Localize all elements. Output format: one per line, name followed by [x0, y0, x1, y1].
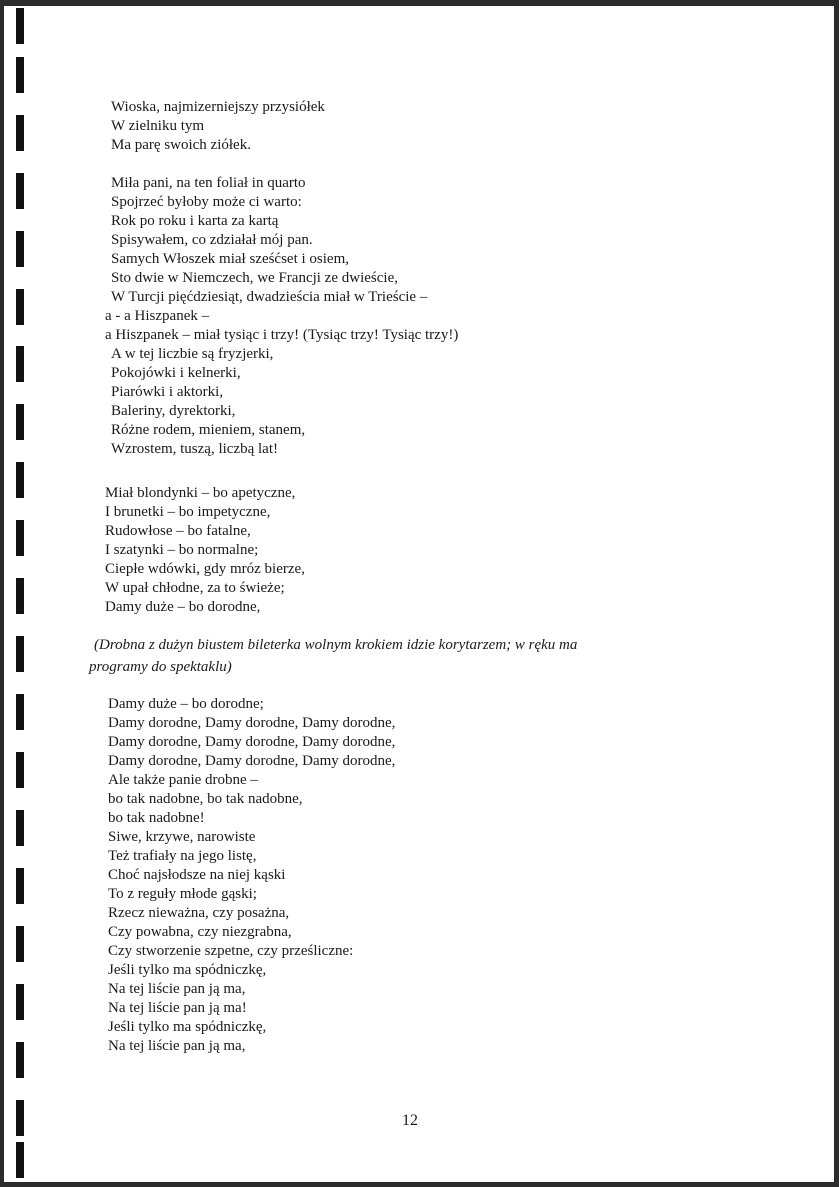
- verse-line: Rudowłose – bo fatalne,: [105, 523, 251, 539]
- binding-hole: [16, 462, 24, 498]
- verse-line: Piarówki i aktorki,: [111, 384, 224, 400]
- verse-line: Damy dorodne, Damy dorodne, Damy dorodne,: [108, 753, 396, 769]
- verse-line: Jeśli tylko ma spódniczkę,: [108, 962, 267, 978]
- page-number: 12: [402, 1112, 418, 1129]
- verse-line: a Hiszpanek – miał tysiąc i trzy! (Tysiąc trzy! Tysiąc trzy!): [105, 327, 459, 343]
- binding-hole: [16, 346, 24, 382]
- verse-line: Na tej liście pan ją ma,: [108, 1038, 246, 1054]
- binding-hole: [16, 868, 24, 904]
- binding-hole: [16, 115, 24, 151]
- verse-line: Damy duże – bo dorodne;: [108, 696, 264, 712]
- stanza-2: [105, 174, 459, 459]
- verse-line: Damy dorodne, Damy dorodne, Damy dorodne,: [108, 734, 396, 750]
- verse-line: Sto dwie w Niemczech, we Francji ze dwieście,: [111, 270, 398, 286]
- verse-line: Wzrostem, tuszą, liczbą lat!: [111, 441, 279, 457]
- binding-holes: [16, 6, 28, 1182]
- binding-hole: [16, 1142, 24, 1178]
- document-page: [4, 6, 834, 1182]
- verse-line: W upał chłodne, za to świeże;: [105, 580, 285, 596]
- stanza-4: [108, 695, 395, 1056]
- verse-line: Rzecz nieważna, czy posażna,: [108, 905, 290, 921]
- verse-line: Ale także panie drobne –: [108, 772, 258, 788]
- verse-line: Na tej liście pan ją ma!: [108, 1000, 247, 1016]
- binding-hole: [16, 984, 24, 1020]
- binding-hole: [16, 636, 24, 672]
- verse-line: Rok po roku i karta za kartą: [111, 213, 279, 229]
- verse-line: To z reguły młode gąski;: [108, 886, 257, 902]
- verse-line: Siwe, krzywe, narowiste: [108, 829, 256, 845]
- verse-line: Na tej liście pan ją ma,: [108, 981, 246, 997]
- binding-hole: [16, 1042, 24, 1078]
- verse-line: bo tak nadobne!: [108, 810, 205, 826]
- verse-line: A w tej liczbie są fryzjerki,: [111, 346, 274, 362]
- binding-hole: [16, 173, 24, 209]
- verse-line: Jeśli tylko ma spódniczkę,: [108, 1019, 267, 1035]
- verse-line: Różne rodem, mieniem, stanem,: [111, 422, 306, 438]
- verse-line: Czy powabna, czy niezgrabna,: [108, 924, 292, 940]
- verse-line: W zielniku tym: [111, 118, 205, 134]
- verse-line: Spisywałem, co zdziałał mój pan.: [111, 232, 313, 248]
- verse-line: Czy stworzenie szpetne, czy prześliczne:: [108, 943, 354, 959]
- verse-line: a - a Hiszpanek –: [105, 308, 210, 324]
- verse-line: Choć najsłodsze na niej kąski: [108, 867, 286, 883]
- verse-line: Pokojówki i kelnerki,: [111, 365, 241, 381]
- binding-hole: [16, 926, 24, 962]
- binding-hole: [16, 231, 24, 267]
- verse-line: Damy dorodne, Damy dorodne, Damy dorodne,: [108, 715, 396, 731]
- verse-line: I brunetki – bo impetyczne,: [105, 504, 271, 520]
- verse-line: Baleriny, dyrektorki,: [111, 403, 236, 419]
- verse-line: Ciepłe wdówki, gdy mróz bierze,: [105, 561, 305, 577]
- verse-line: W Turcji pięćdziesiąt, dwadzieścia miał w Trieście –: [111, 289, 428, 305]
- binding-hole: [16, 810, 24, 846]
- binding-hole: [16, 578, 24, 614]
- binding-hole: [16, 8, 24, 44]
- verse-line: Samych Włoszek miał sześćset i osiem,: [111, 251, 350, 267]
- stage-direction-line: (Drobna z dużyn biustem bileterka wolnym krokiem idzie korytarzem; w ręku ma: [94, 637, 578, 653]
- verse-line: Spojrzeć byłoby może ci warto:: [111, 194, 302, 210]
- stanza-1: [111, 98, 325, 155]
- binding-hole: [16, 57, 24, 93]
- verse-line: Miał blondynki – bo apetyczne,: [105, 485, 296, 501]
- binding-hole: [16, 1100, 24, 1136]
- stage-direction-line: programy do spektaklu): [89, 659, 232, 675]
- verse-line: Też trafiały na jego listę,: [108, 848, 257, 864]
- binding-hole: [16, 752, 24, 788]
- verse-line: I szatynki – bo normalne;: [105, 542, 259, 558]
- stanza-3: [105, 484, 305, 617]
- binding-hole: [16, 289, 24, 325]
- verse-line: Wioska, najmizerniejszy przysiółek: [111, 99, 325, 115]
- stage-direction: [89, 634, 732, 678]
- verse-line: Ma parę swoich ziółek.: [111, 137, 251, 153]
- verse-line: Miła pani, na ten foliał in quarto: [111, 175, 306, 191]
- verse-line: bo tak nadobne, bo tak nadobne,: [108, 791, 303, 807]
- binding-hole: [16, 520, 24, 556]
- verse-line: Damy duże – bo dorodne,: [105, 599, 261, 615]
- binding-hole: [16, 404, 24, 440]
- binding-hole: [16, 694, 24, 730]
